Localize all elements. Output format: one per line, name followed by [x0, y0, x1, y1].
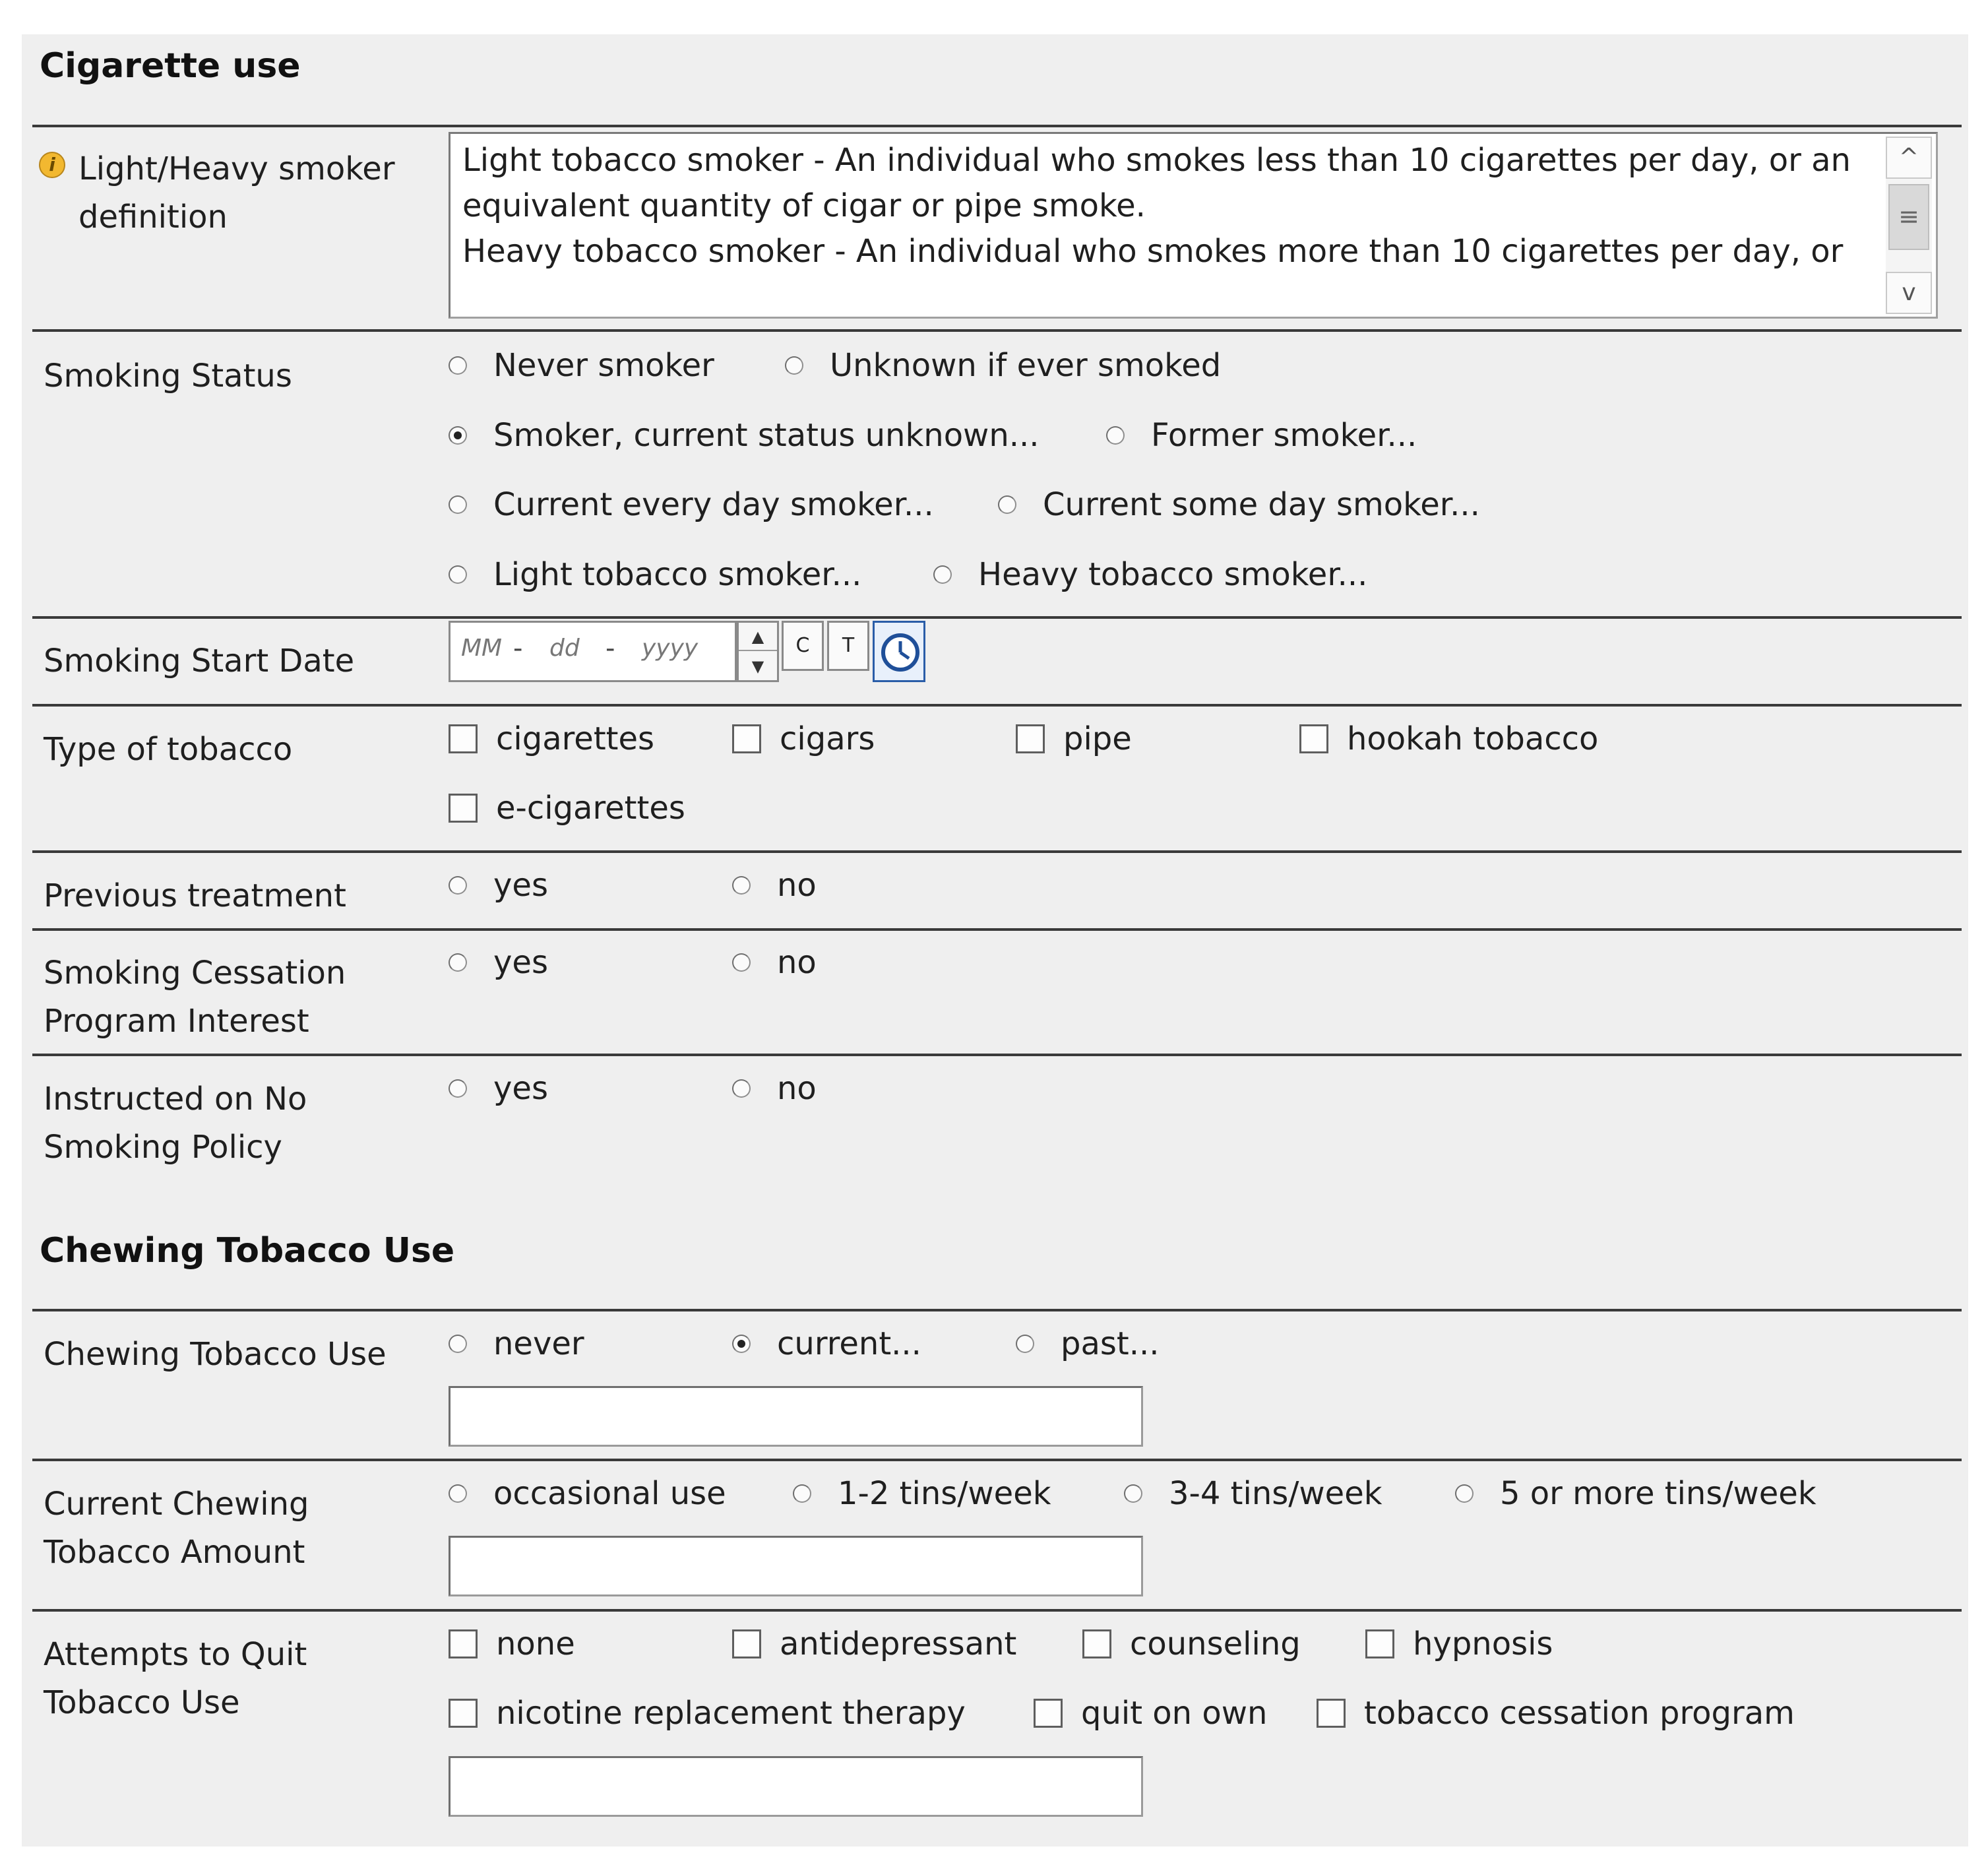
- type-of-tobacco-label: Type of tobacco: [44, 731, 293, 768]
- radio-3-4-tins-week[interactable]: [1124, 1475, 1382, 1512]
- checkbox-counseling[interactable]: [1082, 1625, 1301, 1662]
- radio-icon-selected[interactable]: [449, 426, 467, 445]
- month-field[interactable]: MM: [461, 635, 503, 662]
- checkbox-pipe[interactable]: [1016, 720, 1132, 757]
- divider: [32, 1309, 1962, 1311]
- radio-icon[interactable]: [793, 1484, 811, 1503]
- checkbox-icon[interactable]: [732, 724, 761, 753]
- radio-icon[interactable]: [933, 565, 952, 584]
- date-separator: -: [513, 633, 523, 664]
- divider: [32, 1054, 1962, 1056]
- radio-chewing-current[interactable]: [732, 1325, 921, 1362]
- radio-icon[interactable]: [732, 876, 751, 895]
- option-label: yes: [493, 1070, 548, 1107]
- option-label: Heavy tobacco smoker...: [978, 556, 1368, 593]
- option-label: Light tobacco smoker...: [493, 556, 862, 593]
- radio-icon[interactable]: [998, 495, 1016, 514]
- radio-icon-selected[interactable]: [732, 1335, 751, 1353]
- date-spinner[interactable]: [737, 621, 779, 682]
- previous-treatment-label: Previous treatment: [44, 877, 346, 914]
- spin-up-icon[interactable]: ▲: [739, 623, 777, 651]
- radio-no-smoking-policy-no[interactable]: [732, 1070, 817, 1107]
- checkbox-icon[interactable]: [1034, 1699, 1063, 1728]
- option-label: tobacco cessation program: [1364, 1695, 1795, 1732]
- radio-occasional-use[interactable]: [449, 1475, 726, 1512]
- option-label: yes: [493, 944, 548, 981]
- chewing-amount-comment-input[interactable]: [449, 1536, 1143, 1596]
- checkbox-antidepressant[interactable]: [732, 1625, 1016, 1662]
- definition-text: Light tobacco smoker - An individual who smokes less than 10 cigarettes per day, or an equivalent quantity of cigar or pipe smoke. Heavy tobacco smoker - An individual who smokes more than 10 cigarettes per day, or: [462, 142, 1851, 270]
- divider: [32, 928, 1962, 931]
- clear-date-button[interactable]: C: [782, 621, 824, 671]
- cessation-interest-label: Smoking Cessation Program Interest: [44, 955, 346, 1040]
- radio-icon[interactable]: [1016, 1335, 1034, 1353]
- option-label: nicotine replacement therapy: [496, 1695, 966, 1732]
- option-label: Current some day smoker...: [1043, 486, 1480, 523]
- spin-down-icon[interactable]: ▼: [751, 657, 764, 676]
- option-label: hypnosis: [1413, 1625, 1553, 1662]
- radio-icon[interactable]: [785, 356, 803, 375]
- checkbox-hypnosis[interactable]: [1365, 1625, 1553, 1662]
- radio-icon[interactable]: [1124, 1484, 1142, 1503]
- smoking-start-date-label: Smoking Start Date: [44, 643, 355, 679]
- option-label: Unknown if ever smoked: [830, 347, 1222, 384]
- checkbox-icon[interactable]: [449, 794, 478, 823]
- option-label: quit on own: [1081, 1695, 1268, 1732]
- chewing-use-label: Chewing Tobacco Use: [44, 1336, 387, 1373]
- checkbox-icon[interactable]: [449, 724, 478, 753]
- option-label: 1-2 tins/week: [838, 1475, 1051, 1512]
- chewing-amount-label: Current Chewing Tobacco Amount: [44, 1486, 309, 1571]
- checkbox-tobacco-cessation-program[interactable]: [1317, 1695, 1795, 1732]
- radio-icon[interactable]: [732, 953, 751, 972]
- checkbox-quit-on-own[interactable]: [1034, 1695, 1267, 1732]
- option-label: never: [493, 1325, 584, 1362]
- date-input[interactable]: [449, 621, 737, 682]
- checkbox-icon[interactable]: [449, 1699, 478, 1728]
- radio-icon[interactable]: [449, 356, 467, 375]
- checkbox-e-cigarettes[interactable]: [449, 790, 685, 827]
- option-label: no: [777, 867, 817, 904]
- smoking-status-label: Smoking Status: [44, 358, 292, 394]
- option-label: none: [496, 1625, 575, 1662]
- option-label: 5 or more tins/week: [1500, 1475, 1817, 1512]
- radio-cessation-interest-no[interactable]: [732, 944, 817, 981]
- option-label: yes: [493, 867, 548, 904]
- checkbox-cigars[interactable]: [732, 720, 875, 757]
- section-title-chewing-tobacco: Chewing Tobacco Use: [40, 1231, 455, 1271]
- scroll-thumb[interactable]: ≡: [1888, 184, 1929, 250]
- day-field[interactable]: dd: [549, 635, 580, 662]
- checkbox-icon[interactable]: [1016, 724, 1045, 753]
- option-label: counseling: [1130, 1625, 1301, 1662]
- option-label: no: [777, 944, 817, 981]
- radio-previous-treatment-yes[interactable]: [449, 867, 548, 904]
- checkbox-icon[interactable]: [1317, 1699, 1346, 1728]
- scroll-down-button[interactable]: v: [1886, 272, 1932, 314]
- radio-5-or-more-tins-week[interactable]: [1455, 1475, 1817, 1512]
- time-picker-button[interactable]: [873, 621, 925, 682]
- radio-icon[interactable]: [449, 1484, 467, 1503]
- today-date-button[interactable]: T: [827, 621, 869, 671]
- checkbox-icon[interactable]: [1082, 1629, 1111, 1658]
- radio-unknown-if-ever-smoked[interactable]: [785, 347, 1221, 384]
- divider: [32, 704, 1962, 707]
- radio-former-smoker[interactable]: [1106, 417, 1417, 454]
- option-label: no: [777, 1070, 817, 1107]
- checkbox-hookah-tobacco[interactable]: [1299, 720, 1598, 757]
- divider: [32, 1609, 1962, 1612]
- quit-attempts-comment-input[interactable]: [449, 1756, 1143, 1817]
- checkbox-icon[interactable]: [1299, 724, 1328, 753]
- option-label: e-cigarettes: [496, 790, 685, 827]
- radio-chewing-never[interactable]: [449, 1325, 584, 1362]
- divider: [32, 1459, 1962, 1461]
- checkbox-icon[interactable]: [449, 1629, 478, 1658]
- quit-attempts-label: Attempts to Quit Tobacco Use: [44, 1636, 307, 1721]
- info-icon: i: [39, 152, 65, 178]
- option-label: past...: [1061, 1325, 1160, 1362]
- radio-smoker-status-unknown[interactable]: [449, 417, 1040, 454]
- option-label: Former smoker...: [1151, 417, 1417, 454]
- scroll-up-button[interactable]: ^: [1886, 137, 1932, 179]
- radio-no-smoking-policy-yes[interactable]: [449, 1070, 548, 1107]
- radio-1-2-tins-week[interactable]: [793, 1475, 1051, 1512]
- radio-never-smoker[interactable]: [449, 347, 714, 384]
- radio-cessation-interest-yes[interactable]: [449, 944, 548, 981]
- tobacco-form-panel: [22, 34, 1968, 1846]
- section-title-cigarette-use: Cigarette use: [40, 46, 301, 86]
- option-label: Smoker, current status unknown...: [493, 417, 1040, 454]
- option-label: Current every day smoker...: [493, 486, 934, 523]
- chewing-use-comment-input[interactable]: [449, 1386, 1143, 1447]
- radio-light-tobacco-smoker[interactable]: [449, 556, 861, 593]
- definition-scrollbar[interactable]: [1886, 137, 1932, 314]
- option-label: Never smoker: [493, 347, 714, 384]
- date-separator: -: [606, 633, 615, 664]
- divider: [32, 125, 1962, 127]
- checkbox-cigarettes[interactable]: [449, 720, 654, 757]
- checkbox-icon[interactable]: [732, 1629, 761, 1658]
- radio-icon[interactable]: [449, 1335, 467, 1353]
- radio-icon[interactable]: [449, 495, 467, 514]
- radio-icon[interactable]: [449, 565, 467, 584]
- radio-current-every-day-smoker[interactable]: [449, 486, 934, 523]
- divider: [32, 616, 1962, 619]
- radio-current-some-day-smoker[interactable]: [998, 486, 1480, 523]
- option-label: 3-4 tins/week: [1169, 1475, 1382, 1512]
- year-field[interactable]: yyyy: [642, 635, 699, 662]
- option-label: cigarettes: [496, 720, 654, 757]
- option-label: cigars: [780, 720, 875, 757]
- option-label: hookah tobacco: [1347, 720, 1599, 757]
- option-label: antidepressant: [780, 1625, 1017, 1662]
- checkbox-icon[interactable]: [1365, 1629, 1394, 1658]
- radio-previous-treatment-no[interactable]: [732, 867, 817, 904]
- checkbox-nicotine-replacement-therapy[interactable]: [449, 1695, 966, 1732]
- radio-icon[interactable]: [732, 1079, 751, 1098]
- option-label: current...: [777, 1325, 921, 1362]
- radio-icon[interactable]: [449, 1079, 467, 1098]
- checkbox-none[interactable]: [449, 1625, 575, 1662]
- definition-textarea[interactable]: [449, 132, 1938, 319]
- radio-chewing-past[interactable]: [1016, 1325, 1159, 1362]
- radio-icon[interactable]: [449, 876, 467, 895]
- divider: [32, 850, 1962, 853]
- option-label: pipe: [1063, 720, 1132, 757]
- option-label: occasional use: [493, 1475, 726, 1512]
- definition-label: Light/Heavy smoker definition: [78, 150, 395, 236]
- no-smoking-policy-label: Instructed on No Smoking Policy: [44, 1081, 307, 1166]
- radio-icon[interactable]: [1106, 426, 1125, 445]
- clock-icon: [880, 632, 921, 673]
- radio-icon[interactable]: [1455, 1484, 1474, 1503]
- divider: [32, 329, 1962, 332]
- radio-icon[interactable]: [449, 953, 467, 972]
- radio-heavy-tobacco-smoker[interactable]: [933, 556, 1367, 593]
